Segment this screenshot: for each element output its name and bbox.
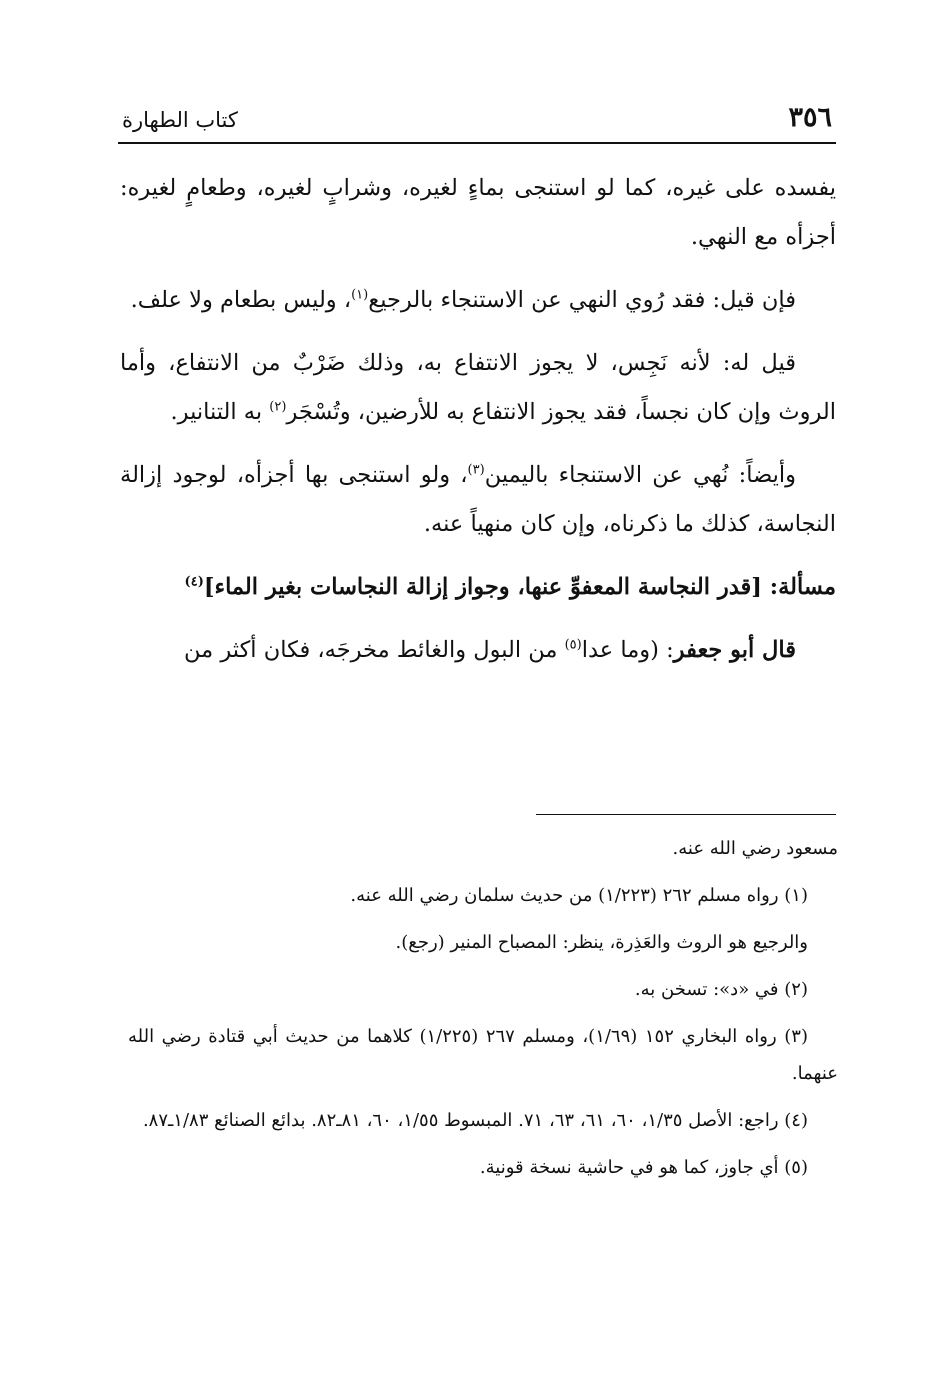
footnote-5: (٥) أي جاوز، كما هو في حاشية نسخة قونية. bbox=[479, 1157, 808, 1178]
paragraph-text: من البول والغائط مخرجَه، فكان أكثر من bbox=[184, 637, 565, 663]
paragraph-text: ، ولو استنجى بها أجزأه، لوجود إزالة النجاسة، كذلك ما ذكرناه، وإن كان منهياً عنه. bbox=[120, 462, 836, 537]
paragraph-text: يفسده على غيره، كما لو استنجى بماءٍ لغيره، وشرابٍ لغيره، وطعامٍ لغيره: أجزأه مع النهي. bbox=[120, 175, 836, 250]
paragraph-text: : (وما عدا bbox=[581, 637, 674, 663]
footnote-divider bbox=[536, 814, 836, 815]
main-text bbox=[120, 164, 836, 689]
paragraph-text: وأيضاً: نُهي عن الاستنجاء باليمين bbox=[484, 462, 796, 488]
paragraph-text: فإن قيل: فقد رُوي النهي عن الاستنجاء بالرجيع bbox=[368, 287, 796, 313]
paragraph bbox=[120, 451, 836, 549]
footnotes bbox=[128, 830, 838, 1196]
masala-heading bbox=[120, 563, 836, 612]
speaker-label: قال أبو جعفر bbox=[673, 637, 796, 663]
footnote-1: (١) رواه مسلم ٢٦٢ (١/٢٢٣) من حديث سلمان رضي الله عنه. bbox=[350, 885, 808, 906]
footnote-ref[interactable]: (٤) bbox=[184, 574, 204, 590]
book-title: كتاب الطهارة bbox=[122, 108, 238, 132]
paragraph bbox=[120, 339, 836, 437]
paragraph bbox=[120, 626, 836, 675]
footnote-3: (٣) رواه البخاري ١٥٢ (١/٦٩)، ومسلم ٢٦٧ (١/٢٢٥) كلاهما من حديث أبي قتادة رضي الله عنهما. bbox=[128, 1026, 838, 1084]
masala-label: مسألة: bbox=[761, 574, 836, 600]
paragraph bbox=[120, 164, 836, 262]
footnote-1-note: والرجيع هو الروث والعَذِرة، ينظر: المصباح المنير (رجع). bbox=[395, 932, 808, 953]
paragraph-text: به التنانير. bbox=[170, 399, 270, 425]
footnote-ref[interactable]: (٥) bbox=[564, 637, 582, 653]
footnote-continuation: مسعود رضي الله عنه. bbox=[672, 838, 838, 859]
paragraph-text: قيل له: لأنه نَجِس، لا يجوز الانتفاع به، وذلك ضَرْبٌ من الانتفاع، وأما الروث وإن كان نجساً، فقد يجوز الانتفاع به للأرضين، وتُسْجَر bbox=[120, 350, 836, 425]
paragraph-text: ، وليس بطعام ولا علف. bbox=[130, 287, 352, 313]
footnote-4: (٤) راجع: الأصل ١/٣٥، ٦٠، ٦١، ٦٣، ٧١. المبسوط ١/٥٥، ٦٠، ٨١ـ٨٢. بدائع الصنائع ١/٨٣ـ٨٧. bbox=[142, 1110, 808, 1131]
page-number: ٣٥٦ bbox=[788, 102, 832, 133]
footnote-2: (٢) في «د»: تسخن به. bbox=[634, 979, 808, 1000]
footnote-ref[interactable]: (٣) bbox=[467, 462, 485, 478]
page-header bbox=[118, 96, 836, 144]
footnote-ref[interactable]: (٢) bbox=[269, 399, 287, 415]
footnote-ref[interactable]: (١) bbox=[351, 287, 369, 303]
masala-title: [قدر النجاسة المعفوِّ عنها، وجواز إزالة النجاسات بغير الماء] bbox=[203, 574, 762, 600]
paragraph bbox=[120, 276, 836, 325]
